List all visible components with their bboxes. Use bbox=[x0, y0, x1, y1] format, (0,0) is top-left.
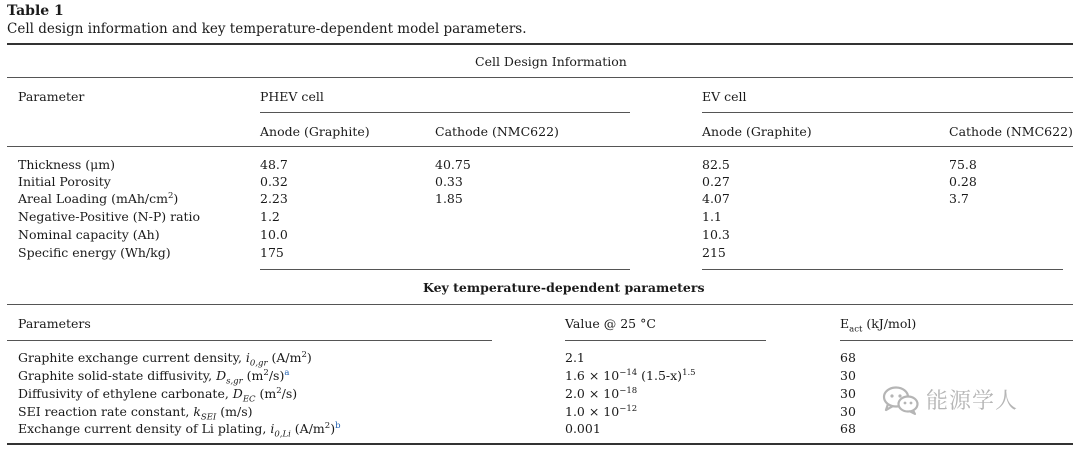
row-label: Thickness (μm) bbox=[18, 157, 115, 172]
row-label: SEI reaction rate constant, $k_{SEI}$ (m/s) bbox=[18, 404, 253, 423]
value-cell: $2.0 \times 10^{-18}$ bbox=[565, 385, 638, 401]
row-label: Diffusivity of ethylene carbonate, $D_{EC}$ $(m^2/s)$ bbox=[18, 385, 298, 405]
header-phev-cell: PHEV cell bbox=[260, 89, 324, 104]
value-cell: $1.6 \times 10^{-14}$ $(1.5-x)^{1.5}$ bbox=[565, 367, 696, 383]
table-caption: Cell design information and key temperature-dependent model parameters. bbox=[7, 21, 527, 37]
cell-value: 0.33 bbox=[435, 174, 463, 189]
ev-bottom-rule bbox=[702, 269, 1063, 270]
section-title-key-params: Key temperature-dependent parameters bbox=[423, 280, 705, 295]
value-cell: 2.1 bbox=[565, 350, 585, 365]
subheader-ev-anode: Anode (Graphite) bbox=[702, 124, 812, 139]
row-label: Negative-Positive (N-P) ratio bbox=[18, 209, 201, 224]
subheader-phev-cathode: Cathode (NMC622) bbox=[435, 124, 559, 139]
eact-col-rule bbox=[840, 340, 1073, 341]
value-col-rule bbox=[565, 340, 766, 341]
cell-value: 1.2 bbox=[260, 209, 280, 224]
cell-value: 10.0 bbox=[260, 227, 288, 242]
ev-group-rule bbox=[702, 112, 1073, 113]
eact-cell: 30 bbox=[840, 368, 856, 383]
cell-value: 82.5 bbox=[702, 157, 730, 172]
footnote-a-link[interactable]: a bbox=[284, 367, 290, 378]
row-label: Initial Porosity bbox=[18, 174, 111, 189]
cell-value: 0.27 bbox=[702, 174, 730, 189]
row-label: Exchange current density of Li plating, $i_{0,Li}$ $(A/m^2)^b$ bbox=[18, 420, 341, 440]
subheader-phev-anode: Anode (Graphite) bbox=[260, 124, 370, 139]
row-label: Nominal capacity (Ah) bbox=[18, 227, 160, 242]
row-label: Graphite exchange current density, $i_{0,gr}$ $(A/m^2)$ bbox=[18, 349, 312, 369]
eact-cell: 68 bbox=[840, 421, 856, 436]
cell-value: 48.7 bbox=[260, 157, 288, 172]
header-activation-energy: $E_{act}$ (kJ/mol) bbox=[840, 316, 917, 335]
cell-value: 1.1 bbox=[702, 209, 722, 224]
cell-value: 215 bbox=[702, 245, 726, 260]
cell-value: 0.28 bbox=[949, 174, 977, 189]
footnote-b-link[interactable]: b bbox=[335, 420, 341, 431]
cell-value: 75.8 bbox=[949, 157, 977, 172]
header-parameters: Parameters bbox=[18, 316, 91, 331]
header-parameter: Parameter bbox=[18, 89, 85, 104]
eact-cell: 68 bbox=[840, 350, 856, 365]
cell-value: 40.75 bbox=[435, 157, 471, 172]
cell-value: 175 bbox=[260, 245, 284, 260]
cell-value: 0.32 bbox=[260, 174, 288, 189]
section-title-cell-design: Cell Design Information bbox=[475, 54, 627, 69]
subheader-ev-cathode: Cathode (NMC622) bbox=[949, 124, 1073, 139]
value-cell: 0.001 bbox=[565, 421, 601, 436]
row-label: Specific energy (Wh/kg) bbox=[18, 245, 171, 260]
value-cell: $1.0 \times 10^{-12}$ bbox=[565, 403, 638, 419]
row-label: Graphite solid-state diffusivity, $D_{s,gr}$ $(m^2/s)^a$ bbox=[18, 367, 290, 387]
wechat-icon bbox=[882, 385, 920, 415]
watermark bbox=[882, 384, 1018, 415]
row-label: Areal Loading $(mAh/cm^2)$ bbox=[18, 190, 179, 206]
cell-value: 4.07 bbox=[702, 191, 730, 206]
cell-value: 1.85 bbox=[435, 191, 463, 206]
param-col-rule bbox=[7, 340, 492, 341]
watermark-text: 能源学人 bbox=[926, 389, 1019, 414]
eact-cell: 30 bbox=[840, 386, 856, 401]
top-rule bbox=[7, 43, 1073, 45]
section1-rule bbox=[7, 77, 1073, 78]
phev-group-rule bbox=[260, 112, 630, 113]
bottom-rule bbox=[7, 443, 1073, 445]
phev-bottom-rule bbox=[260, 269, 630, 270]
header-value-25c: Value @ 25 °C bbox=[565, 316, 656, 331]
table-label: Table 1 bbox=[7, 3, 64, 19]
cell-value: 10.3 bbox=[702, 227, 730, 242]
cell-value: 2.23 bbox=[260, 191, 288, 206]
cell-value: 3.7 bbox=[949, 191, 969, 206]
section2-rule bbox=[7, 304, 1073, 305]
section1-header-rule bbox=[7, 146, 1073, 147]
header-ev-cell: EV cell bbox=[702, 89, 747, 104]
eact-cell: 30 bbox=[840, 404, 856, 419]
